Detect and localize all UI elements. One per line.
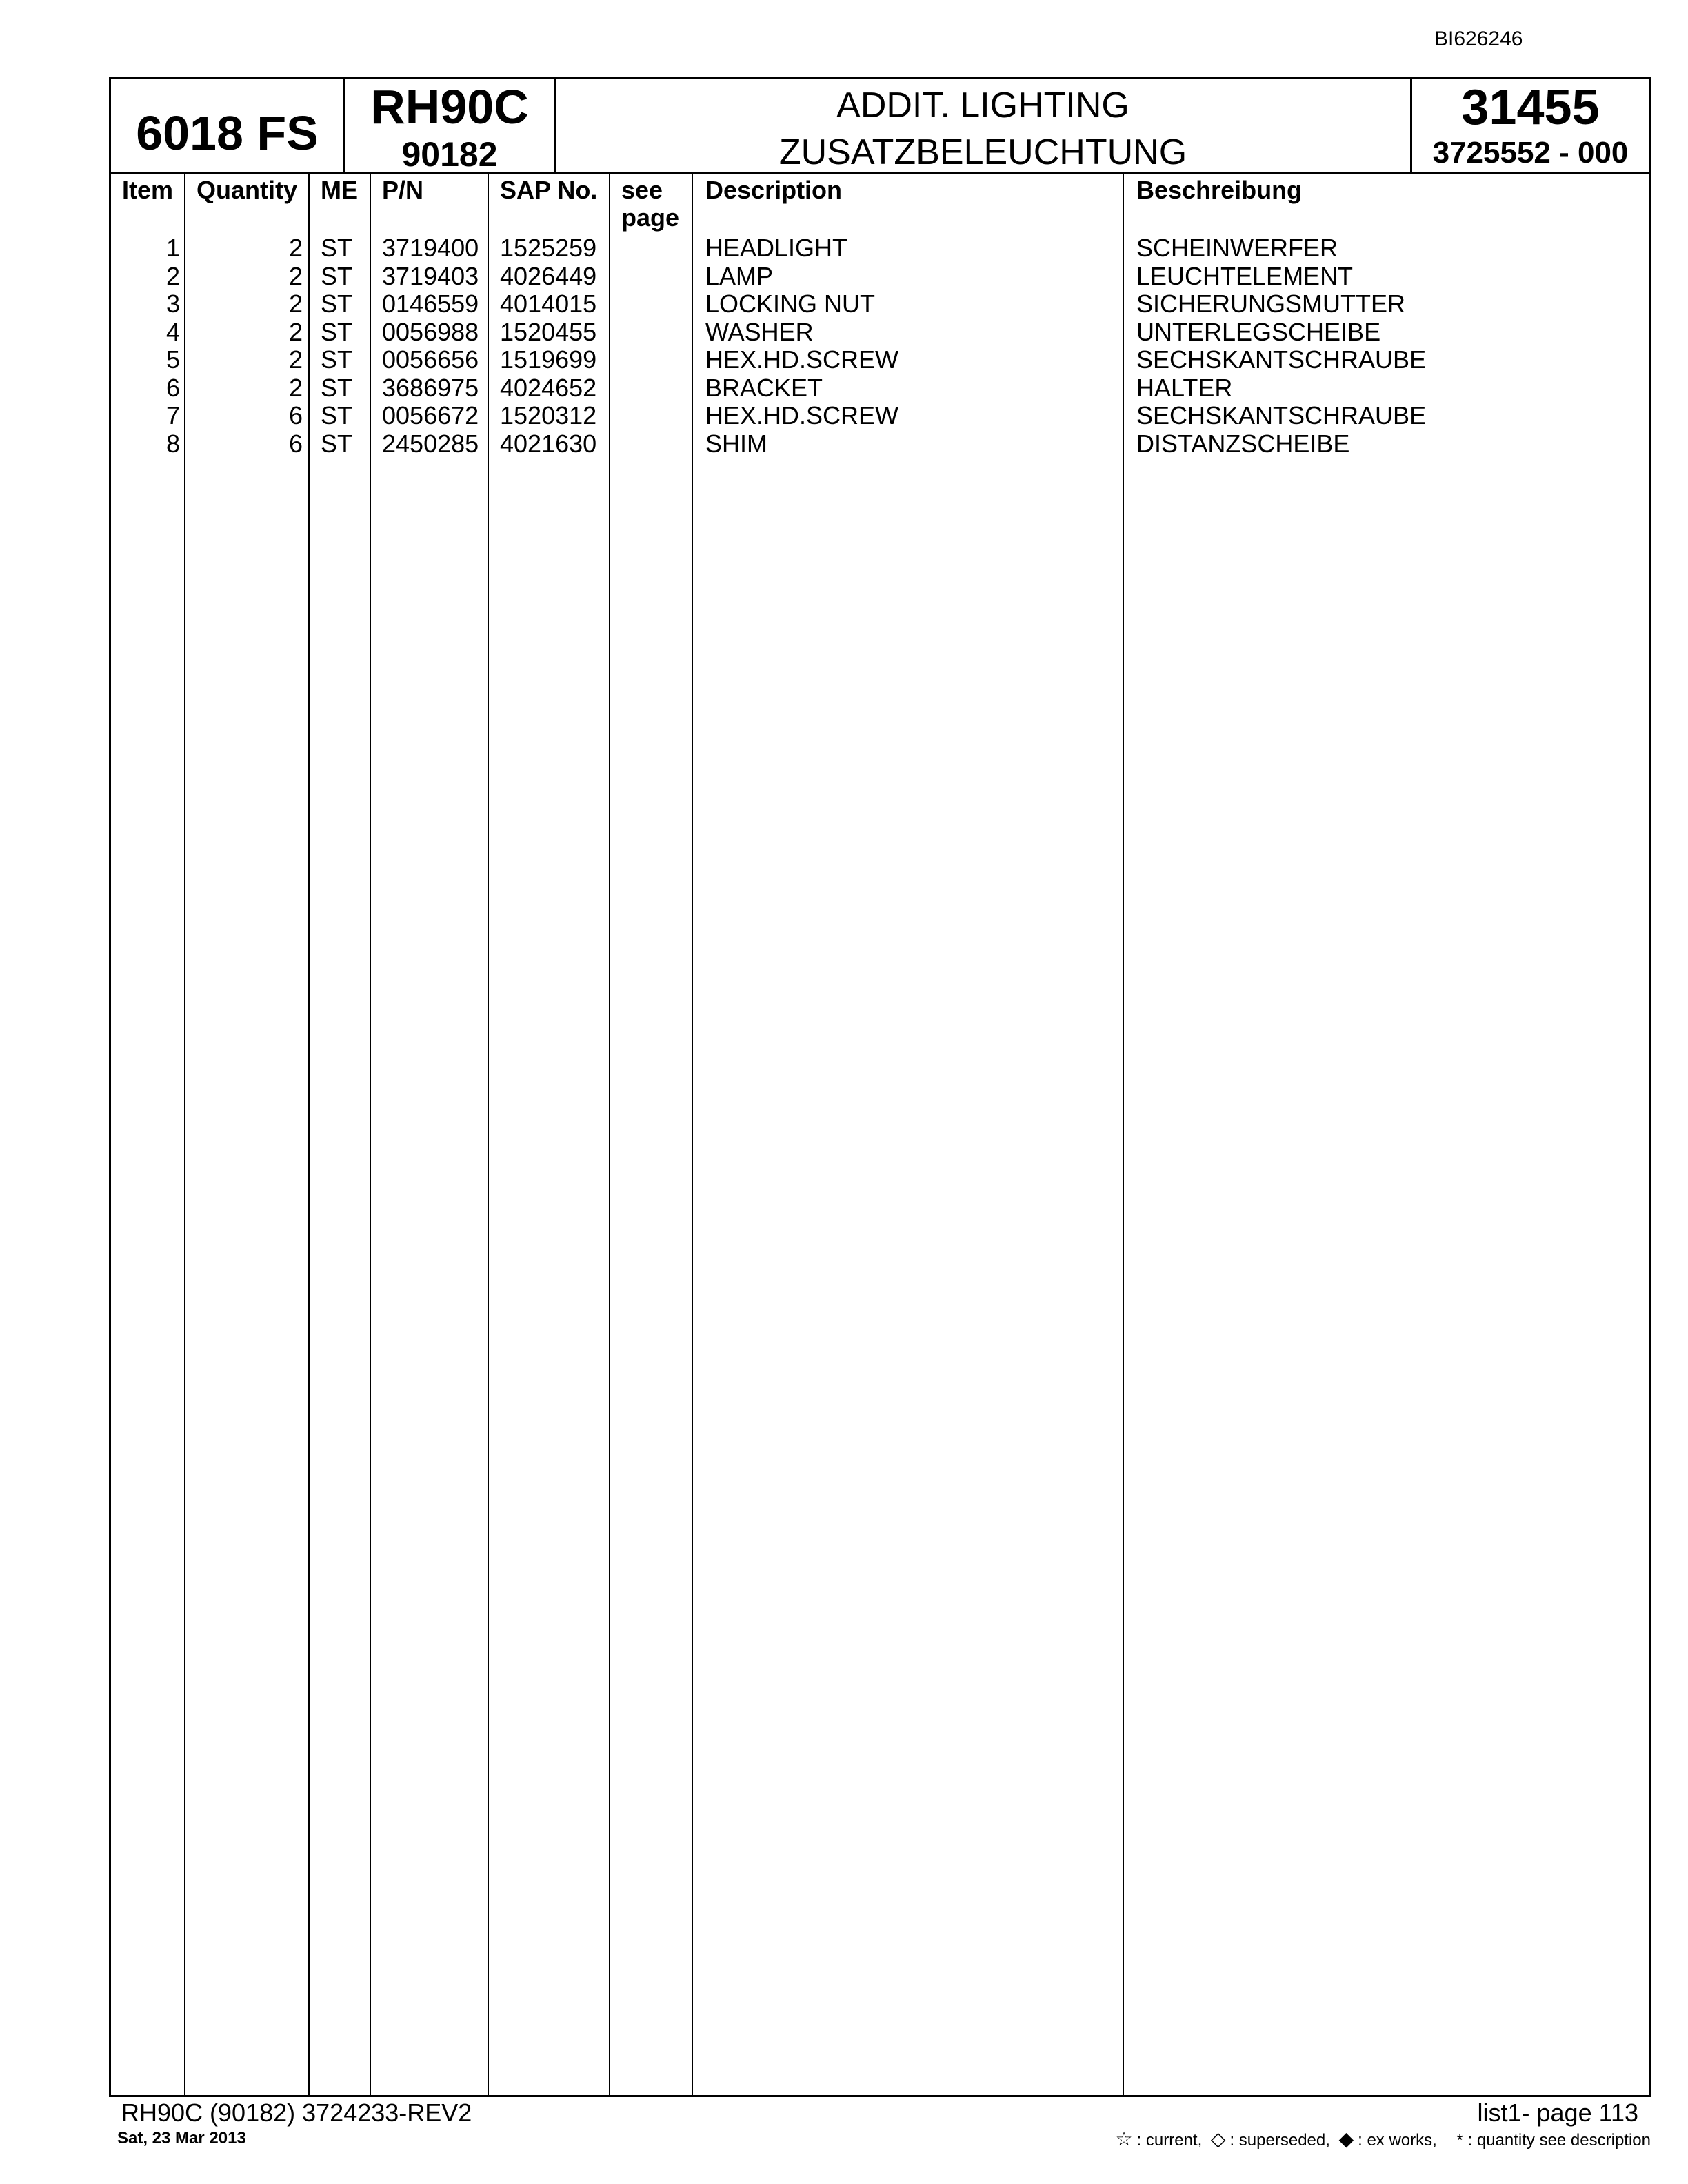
- parts-table: [109, 174, 1651, 2097]
- table-row: [111, 402, 1649, 430]
- title-cell: [556, 79, 1412, 172]
- column-divider: [488, 174, 489, 2095]
- sap-cell: 4026449: [500, 261, 597, 290]
- sap-cell: 4014015: [500, 290, 597, 318]
- title-english: ADDIT. LIGHTING: [836, 85, 1129, 125]
- group-number: 31455: [1461, 80, 1600, 135]
- sap-cell: 1519699: [500, 345, 597, 374]
- me-cell: ST: [321, 317, 353, 346]
- sap-cell: 4021630: [500, 429, 597, 458]
- model-code: 90182: [401, 135, 498, 174]
- col-header-me: ME: [321, 176, 358, 204]
- pn-cell: 3686975: [382, 373, 479, 402]
- quantity-cell: 2: [288, 261, 303, 290]
- table-row: [111, 290, 1649, 318]
- col-header-quantity: Quantity: [197, 176, 298, 204]
- beschreibung-cell: DISTANZSCHEIBE: [1136, 429, 1350, 458]
- beschreibung-cell: HALTER: [1136, 373, 1233, 402]
- sap-cell: 1525259: [500, 234, 597, 262]
- beschreibung-cell: SCHEINWERFER: [1136, 234, 1338, 262]
- pn-cell: 0056672: [382, 401, 479, 429]
- col-header-item: Item: [122, 176, 174, 204]
- diamond-filled-icon: ◆: [1338, 2128, 1354, 2150]
- page-header: [109, 77, 1651, 174]
- footer-legend: [1111, 2127, 1651, 2150]
- sap-cell: 4024652: [500, 373, 597, 402]
- item-cell: 2: [165, 261, 180, 290]
- description-cell: LAMP: [705, 261, 774, 290]
- beschreibung-cell: SECHSKANTSCHRAUBE: [1136, 345, 1427, 374]
- machine-name: 6018 FS: [136, 106, 319, 160]
- beschreibung-cell: SICHERUNGSMUTTER: [1136, 290, 1406, 318]
- legend-superseded: : superseded,: [1229, 2131, 1330, 2150]
- quantity-cell: 6: [288, 429, 303, 458]
- beschreibung-cell: LEUCHTELEMENT: [1136, 261, 1354, 290]
- machine-cell: [111, 79, 345, 172]
- footer-document-reference: RH90C (90182) 3724233-REV2: [121, 2099, 472, 2127]
- description-cell: BRACKET: [705, 373, 823, 402]
- col-header-beschreibung: Beschreibung: [1136, 176, 1303, 204]
- description-cell: HEX.HD.SCREW: [705, 345, 899, 374]
- quantity-cell: 2: [288, 317, 303, 346]
- col-header-sap: SAP No.: [500, 176, 598, 204]
- item-cell: 1: [165, 234, 180, 262]
- item-cell: 4: [165, 317, 180, 346]
- part-reference: 3725552 - 000: [1432, 136, 1629, 170]
- column-divider: [609, 174, 610, 2095]
- pn-cell: 0146559: [382, 290, 479, 318]
- item-cell: 6: [165, 373, 180, 402]
- sap-cell: 1520312: [500, 401, 597, 429]
- legend-quantity: * : quantity see description: [1456, 2131, 1651, 2150]
- col-header-see-page: see page: [621, 176, 680, 232]
- table-row: [111, 374, 1649, 403]
- description-cell: WASHER: [705, 317, 814, 346]
- document-id: BI626246: [1434, 28, 1523, 50]
- footer-page-number: list1- page 113: [1477, 2099, 1638, 2127]
- description-cell: SHIM: [705, 429, 767, 458]
- model-name: RH90C: [370, 80, 529, 134]
- col-header-pn: P/N: [382, 176, 424, 204]
- pn-cell: 0056656: [382, 345, 479, 374]
- legend-ex-works: : ex works,: [1358, 2131, 1437, 2150]
- group-number-cell: [1412, 79, 1649, 172]
- item-cell: 8: [165, 429, 180, 458]
- column-divider: [692, 174, 693, 2095]
- pn-cell: 3719400: [382, 234, 479, 262]
- column-divider: [1123, 174, 1124, 2095]
- title-german: ZUSATZBELEUCHTUNG: [778, 132, 1187, 172]
- column-divider: [184, 174, 185, 2095]
- model-cell: [345, 79, 556, 172]
- table-body: [111, 234, 1649, 458]
- description-cell: LOCKING NUT: [705, 290, 876, 318]
- quantity-cell: 2: [288, 234, 303, 262]
- table-row: [111, 430, 1649, 458]
- column-divider: [308, 174, 310, 2095]
- me-cell: ST: [321, 290, 353, 318]
- pn-cell: 3719403: [382, 261, 479, 290]
- pn-cell: 0056988: [382, 317, 479, 346]
- table-row: [111, 318, 1649, 347]
- item-cell: 7: [165, 401, 180, 429]
- beschreibung-cell: UNTERLEGSCHEIBE: [1136, 317, 1381, 346]
- quantity-cell: 2: [288, 290, 303, 318]
- table-row: [111, 234, 1649, 263]
- table-row: [111, 346, 1649, 374]
- column-divider: [370, 174, 371, 2095]
- me-cell: ST: [321, 373, 353, 402]
- diamond-outline-icon: ◇: [1210, 2128, 1226, 2150]
- me-cell: ST: [321, 429, 353, 458]
- item-cell: 5: [165, 345, 180, 374]
- quantity-cell: 6: [288, 401, 303, 429]
- beschreibung-cell: SECHSKANTSCHRAUBE: [1136, 401, 1427, 429]
- legend-current: : current,: [1136, 2131, 1203, 2150]
- me-cell: ST: [321, 345, 353, 374]
- description-cell: HEX.HD.SCREW: [705, 401, 899, 429]
- me-cell: ST: [321, 401, 353, 429]
- me-cell: ST: [321, 234, 353, 262]
- col-header-description: Description: [705, 176, 843, 204]
- item-cell: 3: [165, 290, 180, 318]
- quantity-cell: 2: [288, 373, 303, 402]
- table-row: [111, 263, 1649, 291]
- footer-date: Sat, 23 Mar 2013: [117, 2129, 246, 2147]
- pn-cell: 2450285: [382, 429, 479, 458]
- me-cell: ST: [321, 261, 353, 290]
- description-cell: HEADLIGHT: [705, 234, 848, 262]
- star-outline-icon: ☆: [1115, 2128, 1133, 2150]
- quantity-cell: 2: [288, 345, 303, 374]
- sap-cell: 1520455: [500, 317, 597, 346]
